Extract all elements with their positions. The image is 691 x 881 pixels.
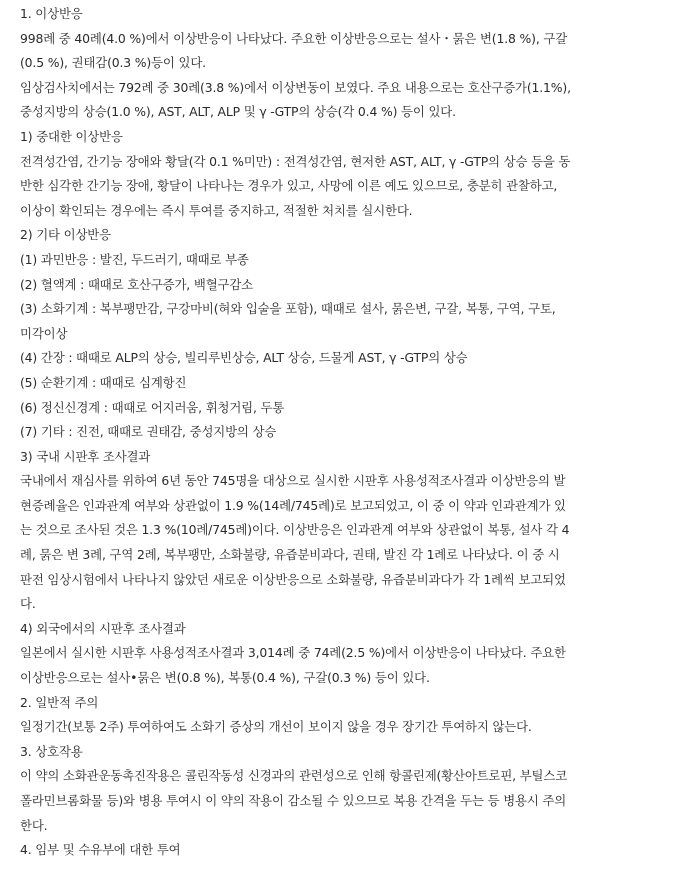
list-item: (7) 기타 : 진전, 때때로 권태감, 중성지방의 상승 (20, 424, 277, 440)
text-line: 현증례율은 인과관계 여부와 상관없이 1.9 %(14례/745례)로 보고되었고, 이 중 이 약과 인과관계가 있 (20, 497, 566, 513)
list-item: (3) 소화기계 : 복부팽만감, 구강마비(혀와 입술을 포함), 때때로 설사, 묽은변, 구갈, 복통, 구역, 구토, (20, 301, 556, 317)
text-line: 국내에서 재심사를 위하여 6년 동안 745명을 대상으로 실시한 시판후 사용성적조사결과 이상반응의 발 (20, 473, 566, 489)
text-line: 998례 중 40례(4.0 %)에서 이상반응이 나타났다. 주요한 이상반응으로는 설사・묽은 변(1.8 %), 구갈 (20, 30, 568, 46)
section-heading-general-precautions: 2. 일반적 주의 (20, 694, 99, 710)
text-line: (0.5 %), 권태감(0.3 %)등이 있다. (20, 55, 206, 71)
text-line: 일정기간(보통 2주) 투여하여도 소화기 증상의 개선이 보이지 않을 경우 장기간 투여하지 않는다. (20, 719, 532, 735)
subheading-serious-reactions: 1) 중대한 이상반응 (20, 128, 123, 144)
list-item: (6) 정신신경계 : 때때로 어지러움, 휘청거림, 두통 (20, 399, 285, 415)
text-line: 일본에서 실시한 시판후 사용성적조사결과 3,014례 중 74례(2.5 %)에서 이상반응이 나타났다. 주요한 (20, 645, 566, 661)
subheading-other-reactions: 2) 기타 이상반응 (20, 227, 111, 243)
document-body (20, 2, 684, 863)
section-heading-adverse-reactions: 1. 이상반응 (20, 6, 83, 21)
text-line: 판전 임상시험에서 나타나지 않았던 새로운 이상반응으로 소화불량, 유즙분비과다가 각 1례씩 보고되었 (20, 571, 566, 587)
section-heading-interactions: 3. 상호작용 (20, 743, 83, 759)
text-line: 는 것으로 조사된 것은 1.3 %(10례/745례)이다. 이상반응은 인과관계 여부와 상관없이 복통, 설사 각 4 (20, 522, 570, 538)
text-line: 반한 심각한 간기능 장애, 황달이 나타나는 경우가 있고, 사망에 이른 예도 있으므로, 충분히 관찰하고, (20, 178, 558, 194)
text-line: 임상검사치에서는 792례 중 30례(3.8 %)에서 이상변동이 보였다. 주요 내용으로는 호산구증가(1.1%), (20, 79, 571, 95)
text-line: 전격성간염, 간기능 장애와 황달(각 0.1 %미만) : 전격성간염, 현저한 AST, ALT, γ -GTP의 상승 등을 동 (20, 153, 571, 169)
subheading-foreign-survey: 4) 외국에서의 시판후 조사결과 (20, 620, 186, 636)
subheading-domestic-survey: 3) 국내 시판후 조사결과 (20, 448, 151, 464)
text-line: 폴라민브롬화물 등)와 병용 투여시 이 약의 작용이 감소될 수 있으므로 복용 간격을 두는 등 병용시 주의 (20, 793, 567, 808)
text-line: 례, 묽은 변 3례, 구역 2례, 복부팽만, 소화불량, 유즙분비과다, 권태, 발진 각 1례로 나타났다. 이 중 시 (20, 547, 560, 563)
text-line: 한다. (20, 817, 48, 833)
text-line: 이상이 확인되는 경우에는 즉시 투여를 중지하고, 적절한 처치를 실시한다. (20, 202, 413, 218)
text-line: 이 약의 소화관운동촉진작용은 콜린작동성 신경과의 관련성으로 인해 항콜린제(황산아트로핀, 부틸스코 (20, 768, 568, 784)
section-heading-pregnancy: 4. 임부 및 수유부에 대한 투여 (20, 842, 181, 858)
list-item-continuation: 미각이상 (20, 325, 68, 341)
list-item: (1) 과민반응 : 발진, 두드러기, 때때로 부종 (20, 251, 249, 267)
text-line: 이상반응으로는 설사•묽은 변(0.8 %), 복통(0.4 %), 구갈(0.3 %) 등이 있다. (20, 670, 430, 686)
text-line: 다. (20, 596, 36, 612)
list-item: (2) 혈액계 : 때때로 호산구증가, 백혈구감소 (20, 276, 253, 292)
text-line: 중성지방의 상승(1.0 %), AST, ALT, ALP 및 γ -GTP의 상승(각 0.4 %) 등이 있다. (20, 104, 456, 120)
list-item: (4) 간장 : 때때로 ALP의 상승, 빌리루빈상승, ALT 상승, 드물게 AST, γ -GTP의 상승 (20, 350, 468, 366)
list-item: (5) 순환기계 : 때때로 심계항진 (20, 374, 187, 390)
